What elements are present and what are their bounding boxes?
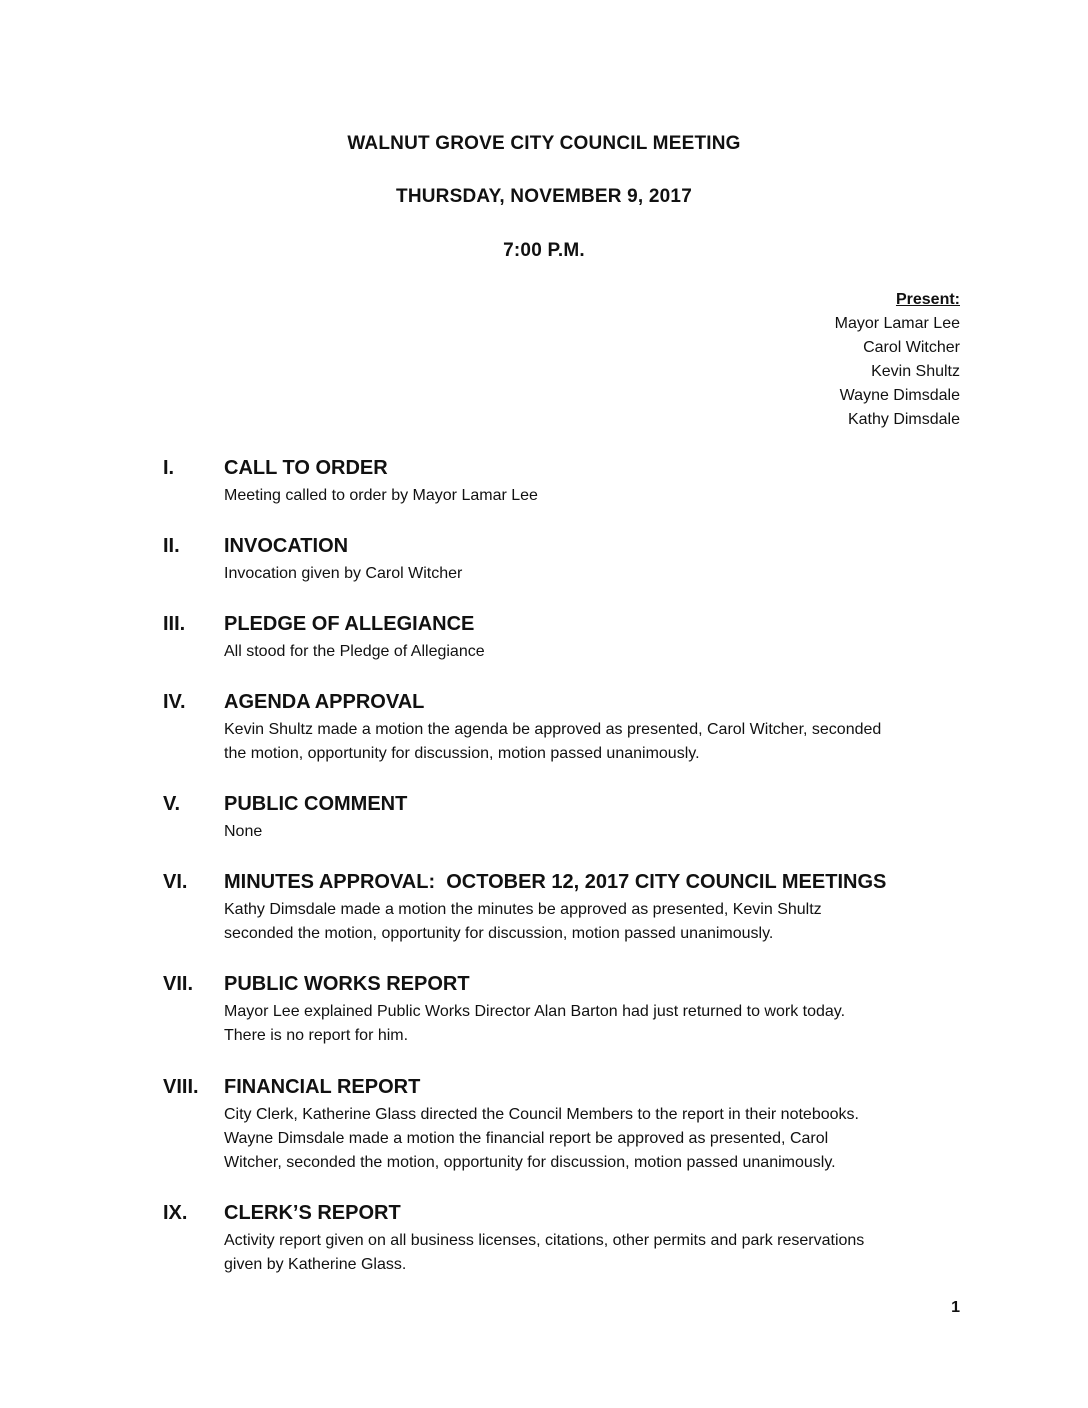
body-line: Meeting called to order by Mayor Lamar Lee	[224, 487, 538, 504]
attendee: Carol Witcher	[863, 339, 960, 356]
section-body	[224, 562, 969, 586]
body-line: All stood for the Pledge of Allegiance	[224, 643, 485, 660]
section-numeral: VI.	[163, 871, 188, 893]
section-numeral: II.	[163, 535, 180, 557]
body-line: Kathy Dimsdale made a motion the minutes be approved as presented, Kevin Shultz	[224, 901, 822, 918]
attendee: Wayne Dimsdale	[839, 387, 960, 404]
section-body	[224, 718, 969, 766]
body-line: Mayor Lee explained Public Works Director Alan Barton had just returned to work today.	[224, 1003, 846, 1020]
section-body	[224, 640, 969, 664]
section-numeral: VII.	[163, 973, 194, 995]
section-numeral: IV.	[163, 691, 186, 713]
section-body	[224, 820, 969, 844]
section-body	[224, 1103, 969, 1175]
body-line: the motion, opportunity for discussion, motion passed unanimously.	[224, 745, 700, 762]
section-title: CALL TO ORDER	[224, 457, 388, 479]
body-line: None	[224, 823, 263, 840]
body-line: Activity report given on all business licenses, citations, other permits and park reservations	[224, 1232, 865, 1249]
section-title: FINANCIAL REPORT	[224, 1076, 421, 1098]
meeting-title: WALNUT GROVE CITY COUNCIL MEETING	[347, 133, 741, 154]
body-line: Invocation given by Carol Witcher	[224, 565, 463, 582]
section-numeral: III.	[163, 613, 186, 635]
body-line: given by Katherine Glass.	[224, 1256, 407, 1273]
section-title: PLEDGE OF ALLEGIANCE	[224, 613, 475, 635]
attendee: Kevin Shultz	[871, 363, 960, 380]
meeting-time: 7:00 P.M.	[503, 240, 585, 261]
body-line: There is no report for him.	[224, 1027, 409, 1044]
section-numeral: IX.	[163, 1202, 188, 1224]
page-number: 1	[951, 1299, 960, 1316]
section-numeral: I.	[163, 457, 175, 479]
attendee: Mayor Lamar Lee	[834, 315, 960, 332]
section-body	[224, 1000, 969, 1048]
body-line: Kevin Shultz made a motion the agenda be approved as presented, Carol Witcher, seconded	[224, 721, 882, 738]
section-body	[224, 898, 969, 946]
section-title: AGENDA APPROVAL	[224, 691, 425, 713]
meeting-date: THURSDAY, NOVEMBER 9, 2017	[396, 186, 692, 207]
body-line: City Clerk, Katherine Glass directed the Council Members to the report in their notebooks.	[224, 1106, 859, 1123]
section-title: CLERK’S REPORT	[224, 1202, 401, 1224]
section-body	[224, 1229, 969, 1277]
attendee: Kathy Dimsdale	[847, 411, 960, 428]
present-label: Present:	[895, 291, 960, 308]
section-title: PUBLIC COMMENT	[224, 793, 408, 815]
section-numeral: V.	[163, 793, 181, 815]
section-numeral: VIII.	[163, 1076, 199, 1098]
attendance-list	[835, 288, 960, 432]
body-line: Witcher, seconded the motion, opportunity for discussion, motion passed unanimously.	[224, 1154, 836, 1171]
body-line: seconded the motion, opportunity for discussion, motion passed unanimously.	[224, 925, 774, 942]
section-title: INVOCATION	[224, 535, 349, 557]
section-body	[224, 484, 969, 508]
section-title: PUBLIC WORKS REPORT	[224, 973, 470, 995]
body-line: Wayne Dimsdale made a motion the financial report be approved as presented, Carol	[224, 1130, 829, 1147]
section-title: MINUTES APPROVAL: OCTOBER 12, 2017 CITY COUNCIL MEETINGS	[224, 871, 887, 893]
